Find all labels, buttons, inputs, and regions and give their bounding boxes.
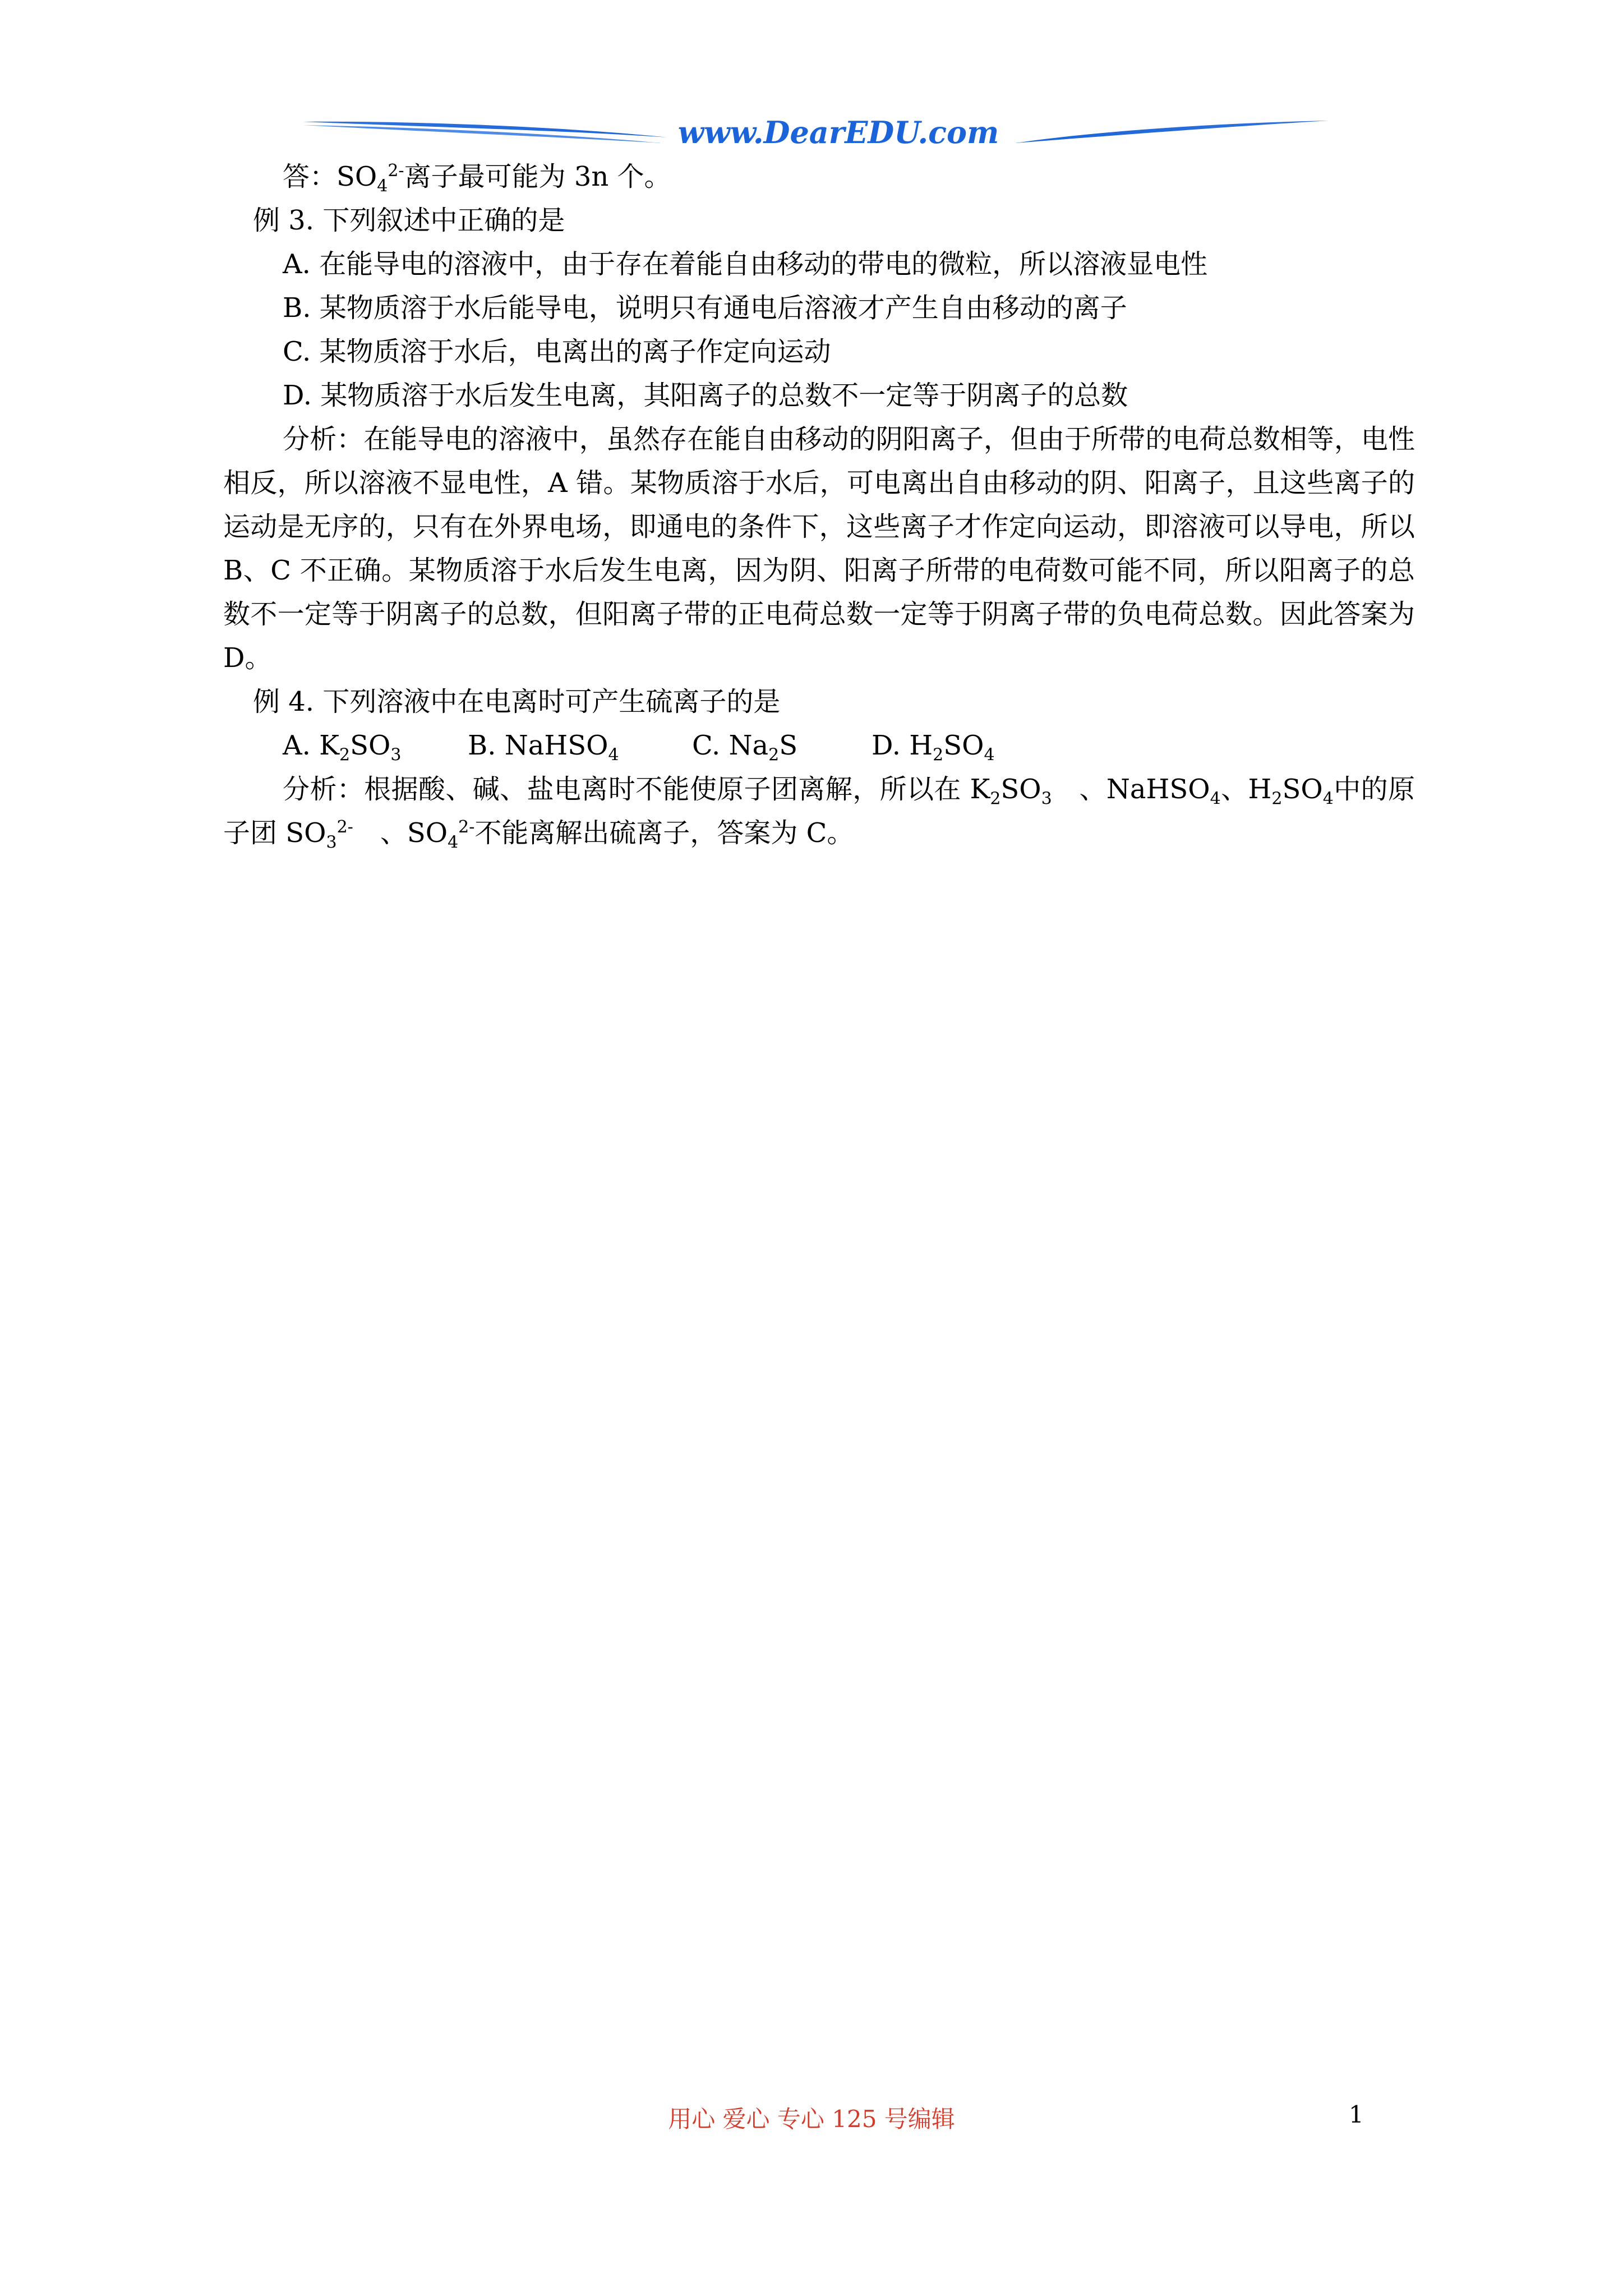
example3-option-a: A. 在能导电的溶液中，由于存在着能自由移动的带电的微粒，所以溶液显电性 [283,249,1208,280]
example4-option-a: A. $K_2SO_3$ [283,730,402,765]
example4-title: 例 4. 下列溶液中在电离时可产生硫离子的是 [253,686,781,717]
site-header [303,115,1329,154]
left-swoosh [303,122,667,137]
right-swoosh [1015,121,1329,143]
deareduc-logo [303,115,1329,154]
example4-option-d: D. $H_2SO_4$ [872,730,995,765]
example3-option-d: D. 某物质溶于水后发生电离，其阳离子的总数不一定等于阴离子的总数 [283,380,1128,411]
example3-option-b: B. 某物质溶于水后能导电，说明只有通电后溶液才产生自由移动的离子 [283,292,1127,324]
example4-option-c: C. $Na_2S$ [692,730,798,765]
example3-analysis: 分析：在能导电的溶液中，虽然存在能自由移动的阴阳离子，但由于所带的电荷总数相等，电性相反，所以溶液不显电性，A 错。某物质溶于水后，可电离出自由移动的阴、阳离子，且这些离子的运动是无序的，只有在外界电场，即通电的条件下，这些离子才作定向运动，即溶液可以导电，所以 B、C 不正确。某物质溶于水后发生电离，因为阴、阳离子所带的电荷数可能不同，所以阳离子的总数不一定等于阴离子的总数，但阳离子带的正电荷总数一定等于阴离子带的负电荷总数。因此答案为 D。 [223,424,1415,674]
example3-title: 例 3. 下列叙述中正确的是 [253,205,565,236]
example3-option-c: C. 某物质溶于水后，电离出的离子作定向运动 [283,336,831,367]
document-body [223,155,1415,855]
example4-analysis: 分析：根据酸、碱、盐电离时不能使原子团离解，所以在 $K_2SO_3$ 、NaHSO$_4$、$H_2SO_4$中的原子团 $SO_3^{2-}$ 、$SO_4^{2-}$不能离解出硫离子，答案为 C。 [223,774,1415,853]
example4-option-b: B. NaHSO$_4$ [468,730,619,765]
example4-options [223,724,1415,767]
logo-text: www.DearEDU.com [677,115,999,150]
footer-text: 用心 爱心 专心 125 号编辑 [668,2105,955,2133]
page-number: 1 [1349,2101,1364,2128]
answer-line: 答：$SO_4^{2-}$离子最可能为 3n 个。 [283,161,671,196]
